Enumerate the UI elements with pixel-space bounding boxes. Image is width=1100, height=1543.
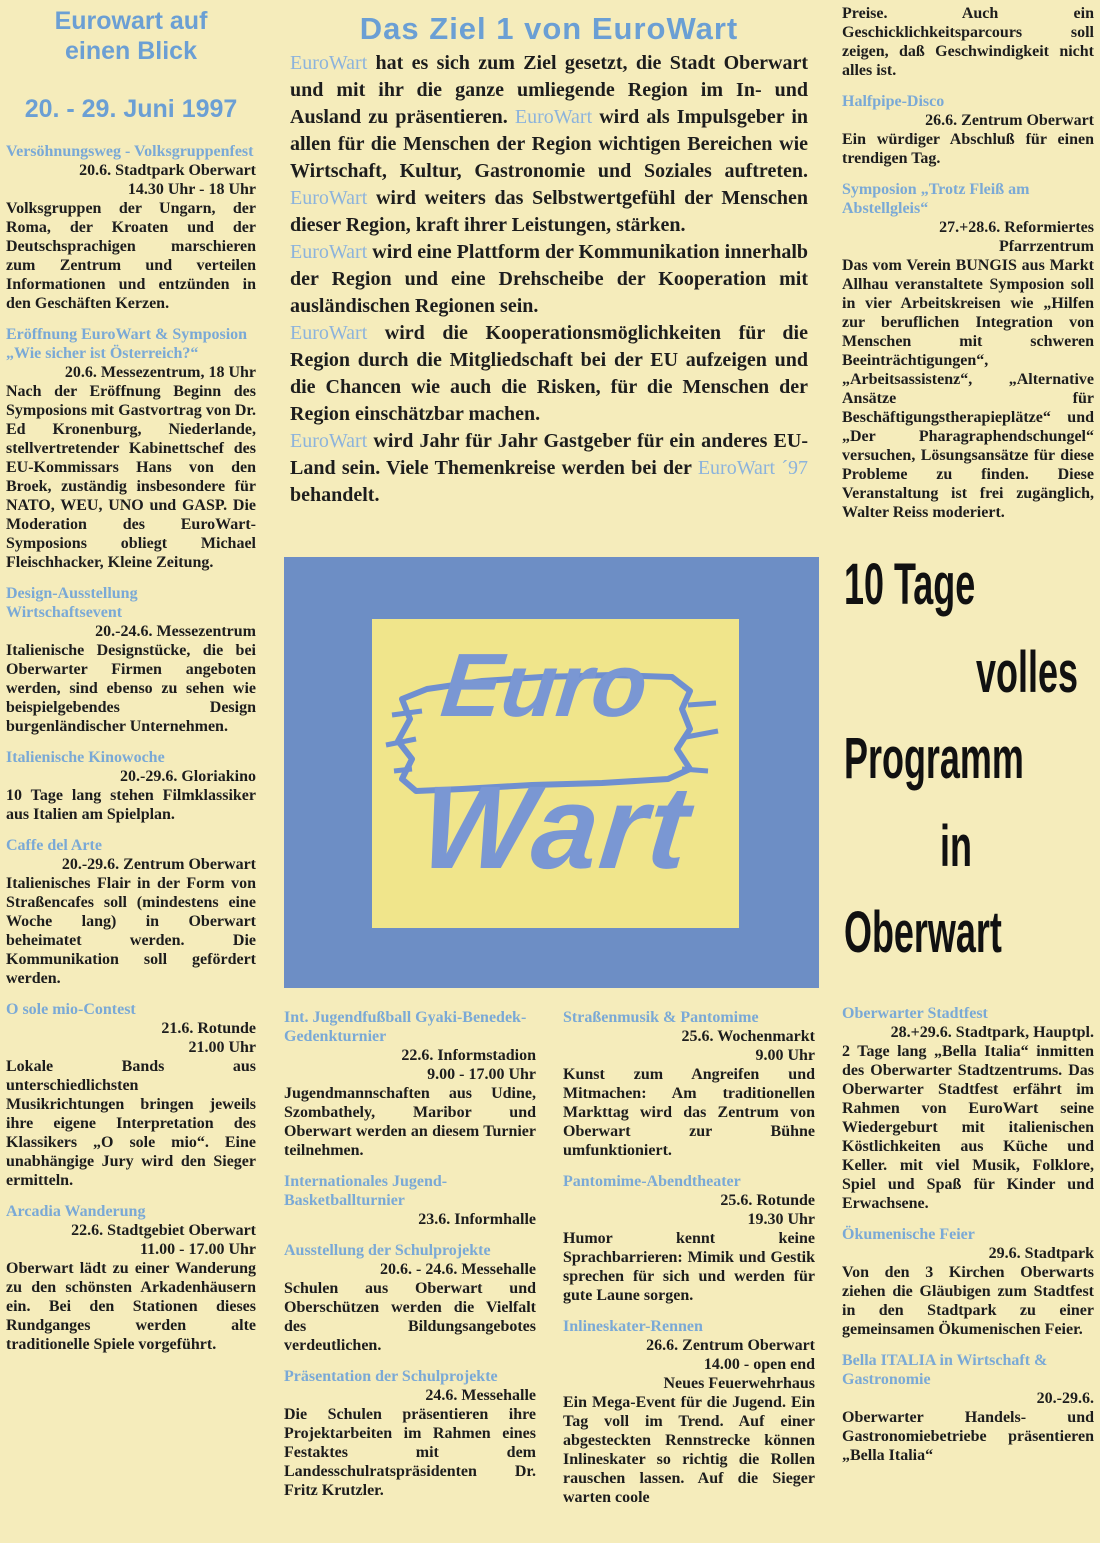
event-description: Ein Mega-Event für die Jugend. Ein Tag voll im Trend. Auf einer abgesteckten Rennstrecke können Inlineskater so richtig die Rollen rauschen lassen. Auf die Sieger warten coole — [563, 1394, 815, 1506]
event-item — [6, 325, 256, 572]
event-description: Volksgruppen der Ungarn, der Roma, der Kroaten und der Deutschsprachigen marschieren zum Zentrum und verteilen Informationen und entzünden in den Geschäften Kerzen. — [6, 200, 256, 312]
event-title: Design-Ausstellung Wirtschaftsevent — [6, 585, 138, 621]
event-item — [842, 180, 1094, 522]
middle-column-2 — [563, 1008, 815, 1519]
event-title: Pantomime-Abendtheater — [563, 1173, 741, 1190]
right-column-bottom — [842, 1004, 1094, 1477]
event-date-location: 20.6. Stadtpark Oberwart — [79, 162, 256, 179]
event-description: Kunst zum Angreifen und Mitmachen: Am traditionellen Markttag wird das Zentrum von Oberwart zur Bühne umfunktioniert. — [563, 1066, 815, 1159]
event-date-location: 21.6. Rotunde — [161, 1020, 256, 1037]
event-date-location: 22.6. Stadtgebiet Oberwart — [71, 1222, 256, 1239]
left-title-line2: einen Blick — [65, 37, 197, 65]
event-description: 2 Tage lang „Bella Italia“ inmitten des Oberwarter Stadtzentrums. Das Oberwarter Stadtfest erfährt im Rahmen von EuroWart seine Wiedergeburt mit italienischen Köstlichkeiten aus Küche und Keller. mit viel Musik, Folklore, Spiel und Spaß für Kinder und Erwachsene. — [842, 1043, 1094, 1212]
event-item — [6, 584, 256, 736]
event-title: Internationales Jugend-Basketballturnier — [284, 1173, 448, 1209]
event-date-location: 21.00 Uhr — [188, 1039, 256, 1056]
event-description: Italienisches Flair in der Form von Straßencafes soll (mindestens eine Woche lang) in Oberwart beheimatet werden. Die Kommunikation soll gefördert werden. — [6, 875, 256, 987]
right-top-event-list — [842, 92, 1094, 522]
event-description: Die Schulen präsentieren ihre Projektarbeiten im Rahmen eines Festaktes mit dem Landesschulratspräsidenten Dr. Fritz Krutzler. — [284, 1406, 536, 1499]
center-intro-column — [290, 12, 808, 509]
event-title: Caffe del Arte — [6, 837, 102, 854]
event-item — [842, 1225, 1094, 1339]
event-date-location: 20.-29.6. — [1036, 1390, 1094, 1407]
event-date-location: 14.00 - open end — [703, 1356, 815, 1373]
event-title: Halfpipe-Disco — [842, 93, 945, 110]
event-date-location: 11.00 - 17.00 Uhr — [140, 1241, 256, 1258]
intro-paragraph-2 — [290, 239, 808, 320]
event-item — [284, 1241, 536, 1355]
event-date-location: 19.30 Uhr — [747, 1211, 815, 1228]
event-description: Von den 3 Kirchen Oberwarts ziehen die Gläubigen zum Stadtfest in den Stadtpark zu einer gemeinsamen Ökumenischen Feier. — [842, 1264, 1094, 1338]
event-date-location: 20.-29.6. Zentrum Oberwart — [61, 856, 256, 873]
event-description: Schulen aus Oberwart und Oberschützen werden die Vielfalt des Bildungsangebotes verdeutlichen. — [284, 1280, 536, 1354]
slogan-line-5: Oberwart — [844, 900, 1002, 965]
event-item — [6, 1000, 256, 1190]
event-item — [563, 1317, 815, 1507]
event-title: O sole mio-Contest — [6, 1001, 136, 1018]
event-description: Oberwarter Handels- und Gastronomiebetriebe präsentieren „Bella Italia“ — [842, 1409, 1094, 1464]
event-date-location: 14.30 Uhr - 18 Uhr — [127, 181, 256, 198]
intro-text-run: wird die Kooperationsmöglichkeiten für die Region durch die Mitgliedschaft bei der EU aufzeigen und die Chancen wie auch die Risken, für die Menschen der Region einschätzbar machen. — [290, 322, 808, 425]
event-item — [563, 1008, 815, 1160]
event-title: Bella ITALIA in Wirtschaft & Gastronomie — [842, 1352, 1048, 1388]
slogan-block — [842, 552, 1092, 985]
event-date-location: 24.6. Messehalle — [425, 1387, 536, 1404]
slogan-line-3: Programm — [844, 726, 1024, 791]
left-title-line1: Eurowart auf — [54, 7, 208, 35]
center-title: Das Ziel 1 von EuroWart — [359, 11, 739, 46]
event-description: Preise. Auch ein Geschicklichkeitsparcours soll zeigen, daß Geschwindigkeit nicht alles ist. — [842, 5, 1094, 79]
event-description: Das vom Verein BUNGIS aus Markt Allhau veranstaltete Symposion soll in vier Arbeitskreisen wie „Hilfen zur beruflichen Integration von Menschen mit schweren Beeinträchtigungen“, „Arbeitsassistenz“, „Alternative Ansätze für Beschäftigungstherapieplätze“ und „Der Pharagraphendschungel“ versuchen, Lösungsansätze für diese Probleme zu finden. Diese Veranstaltung ist frei zugänglich, Walter Reiss moderiert. — [842, 257, 1094, 521]
intro-paragraph-1 — [290, 50, 808, 239]
event-date-location: 20.6. Messezentrum, 18 Uhr — [64, 364, 256, 381]
event-description: Oberwart lädt zu einer Wanderung zu den schönsten Arkadenhäusern ein. Bei den Stationen dieses Rundganges werden alte traditionelle Spiele vorgeführt. — [6, 1260, 256, 1353]
event-description: Ein würdiger Abschluß für einen trendigen Tag. — [842, 131, 1094, 167]
event-date-location: 26.6. Zentrum Oberwart — [646, 1337, 815, 1354]
event-item — [284, 1008, 536, 1160]
event-description: Lokale Bands aus unterschiedlichsten Musikrichtungen bringen jeweils ihre eigene Interpretation des Klassikers „O sole mio“. Eine unabhängige Jury wird den Sieger ermitteln. — [6, 1058, 256, 1189]
event-item — [6, 748, 256, 824]
event-date-location: 9.00 - 17.00 Uhr — [427, 1066, 536, 1083]
intro-text — [290, 50, 808, 509]
event-item — [6, 1202, 256, 1354]
event-title: Oberwarter Stadtfest — [842, 1005, 988, 1022]
event-date-location: Pfarrzentrum — [998, 238, 1094, 255]
event-description: Jugendmannschaften aus Udine, Szombathely, Maribor und Oberwart werden an diesem Turnier teilnehmen. — [284, 1085, 536, 1159]
right-bottom-event-list — [842, 1004, 1094, 1465]
event-item — [563, 1172, 815, 1305]
logo-word-wart: Wart — [415, 762, 698, 894]
event-description: Italienische Designstücke, die bei Oberwarter Firmen angeboten werden, sind ebenso zu sehen wie beispielgebendes Design burgenländischer Unternehmen. — [6, 642, 256, 735]
event-item — [842, 1004, 1094, 1213]
event-title: Symposion „Trotz Fleiß am Abstellgleis“ — [842, 181, 1030, 217]
left-header-date: 20. - 29. Juni 1997 — [24, 95, 238, 123]
event-date-location: 20.-24.6. Messezentrum — [95, 623, 256, 640]
intro-text-run: wird als Impulsgeber in allen für die Menschen der Region wichtigen Bereichen wie Wirtschaft, Kultur, Gastronomie und Soziales auftreten. — [290, 106, 808, 182]
intro-paragraph-4 — [290, 428, 808, 509]
event-date-location: 9.00 Uhr — [755, 1047, 815, 1064]
event-item — [284, 1172, 536, 1229]
intro-text-run: wird eine Plattform der Kommunikation innerhalb der Region und eine Drehscheibe der Kooperation mit ausländischen Regionen sein. — [290, 241, 808, 317]
event-title: Eröffnung EuroWart & Symposion „Wie sicher ist Österreich?“ — [6, 326, 248, 362]
event-date-location: 29.6. Stadtpark — [988, 1245, 1094, 1262]
brand-name: EuroWart — [290, 52, 368, 74]
left-header-title — [6, 6, 256, 66]
event-title: Präsentation der Schulprojekte — [284, 1368, 498, 1385]
event-title: Straßenmusik & Pantomime — [563, 1009, 759, 1026]
event-date-location: 22.6. Informstadion — [401, 1047, 536, 1064]
continued-event — [842, 4, 1094, 80]
event-date-location: Neues Feuerwehrhaus — [663, 1375, 815, 1392]
slogan-line-2: volles — [976, 640, 1078, 705]
brand-name: EuroWart — [290, 430, 368, 452]
mid2-event-list — [563, 1008, 815, 1507]
slogan-line-1: 10 Tage — [844, 552, 976, 617]
event-item — [6, 142, 256, 313]
event-date-location: 26.6. Zentrum Oberwart — [925, 112, 1094, 129]
event-date-location: 25.6. Rotunde — [720, 1192, 815, 1209]
event-description: 10 Tage lang stehen Filmklassiker aus Italien am Spielplan. — [6, 787, 256, 823]
event-date-location: 27.+28.6. Reformiertes — [939, 219, 1094, 236]
logo-panel — [372, 619, 739, 928]
intro-text-run: hat es sich zum Ziel gesetzt, die Stadt Oberwart und mit ihr die ganze umliegende Region im In- und Ausland zu präsentieren. — [290, 52, 808, 128]
eurowart-logo — [284, 557, 819, 988]
logo-word-euro: Euro — [436, 636, 653, 736]
event-title: Ausstellung der Schulprojekte — [284, 1242, 491, 1259]
intro-text-run: behandelt. — [290, 484, 380, 506]
intro-paragraph-3 — [290, 320, 808, 428]
left-event-list — [6, 142, 256, 1354]
intro-text-run: wird weiters das Selbstwertgefühl der Menschen dieser Region, kraft ihrer Leistungen, stärken. — [290, 187, 808, 236]
event-title: Italienische Kinowoche — [6, 749, 165, 766]
slogan-line-4: in — [940, 814, 972, 879]
event-date-location: 20.-29.6. Gloriakino — [119, 768, 256, 785]
brand-name: EuroWart — [290, 241, 368, 263]
brand-name: EuroWart ´97 — [697, 457, 808, 479]
event-description: Humor kennt keine Sprachbarrieren: Mimik und Gestik sprechen für sich und werden für gute Laune sorgen. — [563, 1230, 815, 1304]
event-item — [284, 1367, 536, 1500]
event-title: Int. Jugendfußball Gyaki-Benedek-Gedenkturnier — [284, 1009, 527, 1045]
middle-column-1 — [284, 1008, 536, 1512]
event-item — [842, 1351, 1094, 1465]
event-date-location: 25.6. Wochenmarkt — [681, 1028, 815, 1045]
event-date-location: 20.6. - 24.6. Messehalle — [380, 1261, 536, 1278]
brand-name: EuroWart — [514, 106, 593, 128]
brand-name: EuroWart — [290, 322, 368, 344]
event-date-location: 23.6. Informhalle — [418, 1211, 536, 1228]
event-title: Versöhnungsweg - Volksgruppenfest — [6, 143, 254, 160]
right-column-top — [842, 4, 1094, 534]
event-title: Arcadia Wanderung — [6, 1203, 146, 1220]
mid1-event-list — [284, 1008, 536, 1500]
brand-name: EuroWart — [290, 187, 368, 209]
event-description: Nach der Eröffnung Beginn des Symposions mit Gastvortrag von Dr. Ed Kronenburg, Niederlande, stellvertretender Kabinettschef des EU-Kommissars Hans von den Broek, zuständig insbesondere für NATO, WEU, UNO und GASP. Die Moderation des EuroWart-Symposions obliegt Michael Fleischhacker, Kleine Zeitung. — [6, 383, 256, 571]
event-title: Inlineskater-Rennen — [563, 1318, 703, 1335]
event-item — [842, 92, 1094, 168]
event-item — [6, 836, 256, 988]
event-date-location: 28.+29.6. Stadtpark, Hauptpl. — [890, 1024, 1094, 1041]
left-column — [6, 6, 256, 1366]
event-title: Ökumenische Feier — [842, 1226, 975, 1243]
intro-text-run: wird Jahr für Jahr Gastgeber für ein anderes EU-Land sein. Viele Themenkreise werden bei der — [290, 430, 808, 479]
